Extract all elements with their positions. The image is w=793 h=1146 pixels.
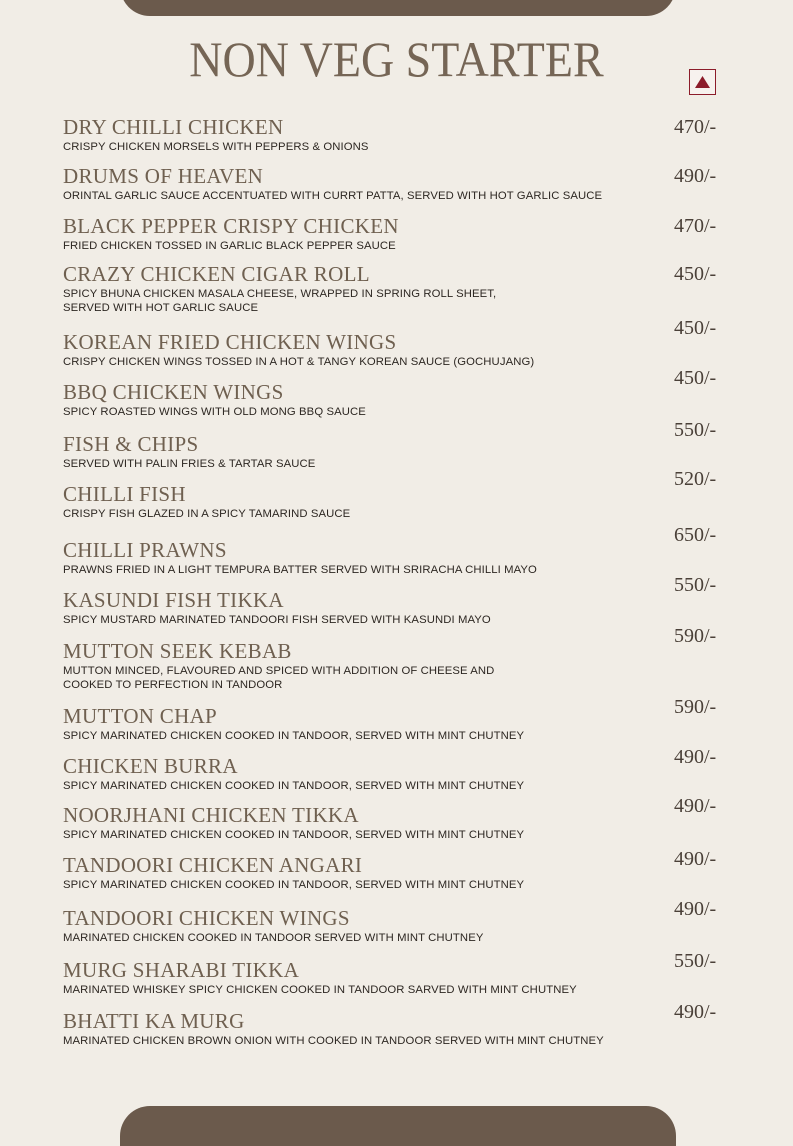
item-name: MURG SHARABI TIKKA <box>63 958 300 982</box>
item-price: 490/- <box>674 165 717 187</box>
item-description: CRISPY CHICKEN WINGS TOSSED IN A HOT & TANGY KOREAN SAUCE (GOCHUJANG) <box>63 356 535 368</box>
menu-item <box>63 115 623 154</box>
item-description: SERVED WITH PALIN FRIES & TARTAR SAUCE <box>63 458 316 470</box>
item-name: BBQ CHICKEN WINGS <box>63 380 284 404</box>
item-name: BHATTI KA MURG <box>63 1009 245 1033</box>
top-decorative-band <box>120 0 676 16</box>
item-description: MUTTON MINCED, FLAVOURED AND SPICED WITH ADDITION OF CHEESE AND COOKED TO PERFECTION IN TANDOOR <box>63 665 495 691</box>
menu-item <box>63 214 623 253</box>
item-price: 590/- <box>674 625 717 647</box>
menu-item <box>63 704 623 743</box>
item-price: 550/- <box>674 419 717 441</box>
item-price: 470/- <box>674 215 717 237</box>
item-name: MUTTON SEEK KEBAB <box>63 639 292 663</box>
up-triangle-icon <box>694 75 711 89</box>
scroll-up-button[interactable] <box>689 69 716 95</box>
item-description: SPICY MARINATED CHICKEN COOKED IN TANDOOR, SERVED WITH MINT CHUTNEY <box>63 730 525 742</box>
item-name: DRY CHILLI CHICKEN <box>63 115 284 139</box>
menu-item <box>63 853 623 892</box>
item-price: 490/- <box>674 848 717 870</box>
bottom-decorative-band <box>120 1106 676 1146</box>
menu-item <box>63 538 623 577</box>
item-price: 450/- <box>674 367 717 389</box>
item-price: 450/- <box>674 263 717 285</box>
menu-item <box>63 754 623 793</box>
item-description: MARINATED CHICKEN COOKED IN TANDOOR SERVED WITH MINT CHUTNEY <box>63 932 484 944</box>
item-price: 490/- <box>674 795 717 817</box>
menu-item <box>63 958 623 997</box>
item-name: MUTTON CHAP <box>63 704 218 728</box>
item-price: 450/- <box>674 317 717 339</box>
menu-item <box>63 803 623 842</box>
item-price: 550/- <box>674 950 717 972</box>
menu-item <box>63 432 623 471</box>
item-name: CRAZY CHICKEN CIGAR ROLL <box>63 262 370 286</box>
menu-item <box>63 588 623 627</box>
menu-item <box>63 639 533 692</box>
menu-item <box>63 262 533 315</box>
item-description: FRIED CHICKEN TOSSED IN GARLIC BLACK PEPPER SAUCE <box>63 240 396 252</box>
item-description: SPICY ROASTED WINGS WITH OLD MONG BBQ SAUCE <box>63 406 366 418</box>
item-price: 520/- <box>674 468 717 490</box>
item-name: CHILLI FISH <box>63 482 186 506</box>
item-description: CRISPY FISH GLAZED IN A SPICY TAMARIND SAUCE <box>63 508 351 520</box>
page-title: NON VEG STARTER <box>189 31 604 87</box>
item-price: 490/- <box>674 746 717 768</box>
item-price: 650/- <box>674 524 717 546</box>
item-name: DRUMS OF HEAVEN <box>63 164 264 188</box>
item-description: SPICY MARINATED CHICKEN COOKED IN TANDOOR, SERVED WITH MINT CHUTNEY <box>63 780 525 792</box>
item-description: SPICY MARINATED CHICKEN COOKED IN TANDOOR, SERVED WITH MINT CHUTNEY <box>63 829 525 841</box>
item-name: TANDOORI CHICKEN WINGS <box>63 906 350 930</box>
item-name: CHILLI PRAWNS <box>63 538 227 562</box>
menu-item <box>63 906 623 945</box>
item-price: 490/- <box>674 898 717 920</box>
item-description: SPICY BHUNA CHICKEN MASALA CHEESE, WRAPPED IN SPRING ROLL SHEET, SERVED WITH HOT GARLIC SAUCE <box>63 288 497 314</box>
item-description: PRAWNS FRIED IN A LIGHT TEMPURA BATTER SERVED WITH SRIRACHA CHILLI MAYO <box>63 564 537 576</box>
item-description: ORINTAL GARLIC SAUCE ACCENTUATED WITH CURRT PATTA, SERVED WITH HOT GARLIC SAUCE <box>63 190 603 202</box>
item-name: TANDOORI CHICKEN ANGARI <box>63 853 363 877</box>
item-price: 490/- <box>674 1001 717 1023</box>
item-description: MARINATED WHISKEY SPICY CHICKEN COOKED IN TANDOOR SARVED WITH MINT CHUTNEY <box>63 984 577 996</box>
menu-item <box>63 330 623 369</box>
item-name: KASUNDI FISH TIKKA <box>63 588 284 612</box>
item-name: BLACK PEPPER CRISPY CHICKEN <box>63 214 399 238</box>
item-price: 550/- <box>674 574 717 596</box>
item-description: MARINATED CHICKEN BROWN ONION WITH COOKED IN TANDOOR SERVED WITH MINT CHUTNEY <box>63 1035 604 1047</box>
menu-item <box>63 1009 623 1048</box>
item-description: SPICY MARINATED CHICKEN COOKED IN TANDOOR, SERVED WITH MINT CHUTNEY <box>63 879 525 891</box>
item-price: 470/- <box>674 116 717 138</box>
item-name: CHICKEN BURRA <box>63 754 238 778</box>
item-price: 590/- <box>674 696 717 718</box>
item-name: FISH & CHIPS <box>63 432 199 456</box>
menu-item <box>63 482 623 521</box>
menu-item <box>63 164 623 203</box>
menu-item <box>63 380 623 419</box>
item-description: CRISPY CHICKEN MORSELS WITH PEPPERS & ONIONS <box>63 141 369 153</box>
item-description: SPICY MUSTARD MARINATED TANDOORI FISH SERVED WITH KASUNDI MAYO <box>63 614 491 626</box>
item-name: KOREAN FRIED CHICKEN WINGS <box>63 330 397 354</box>
item-name: NOORJHANI CHICKEN TIKKA <box>63 803 359 827</box>
